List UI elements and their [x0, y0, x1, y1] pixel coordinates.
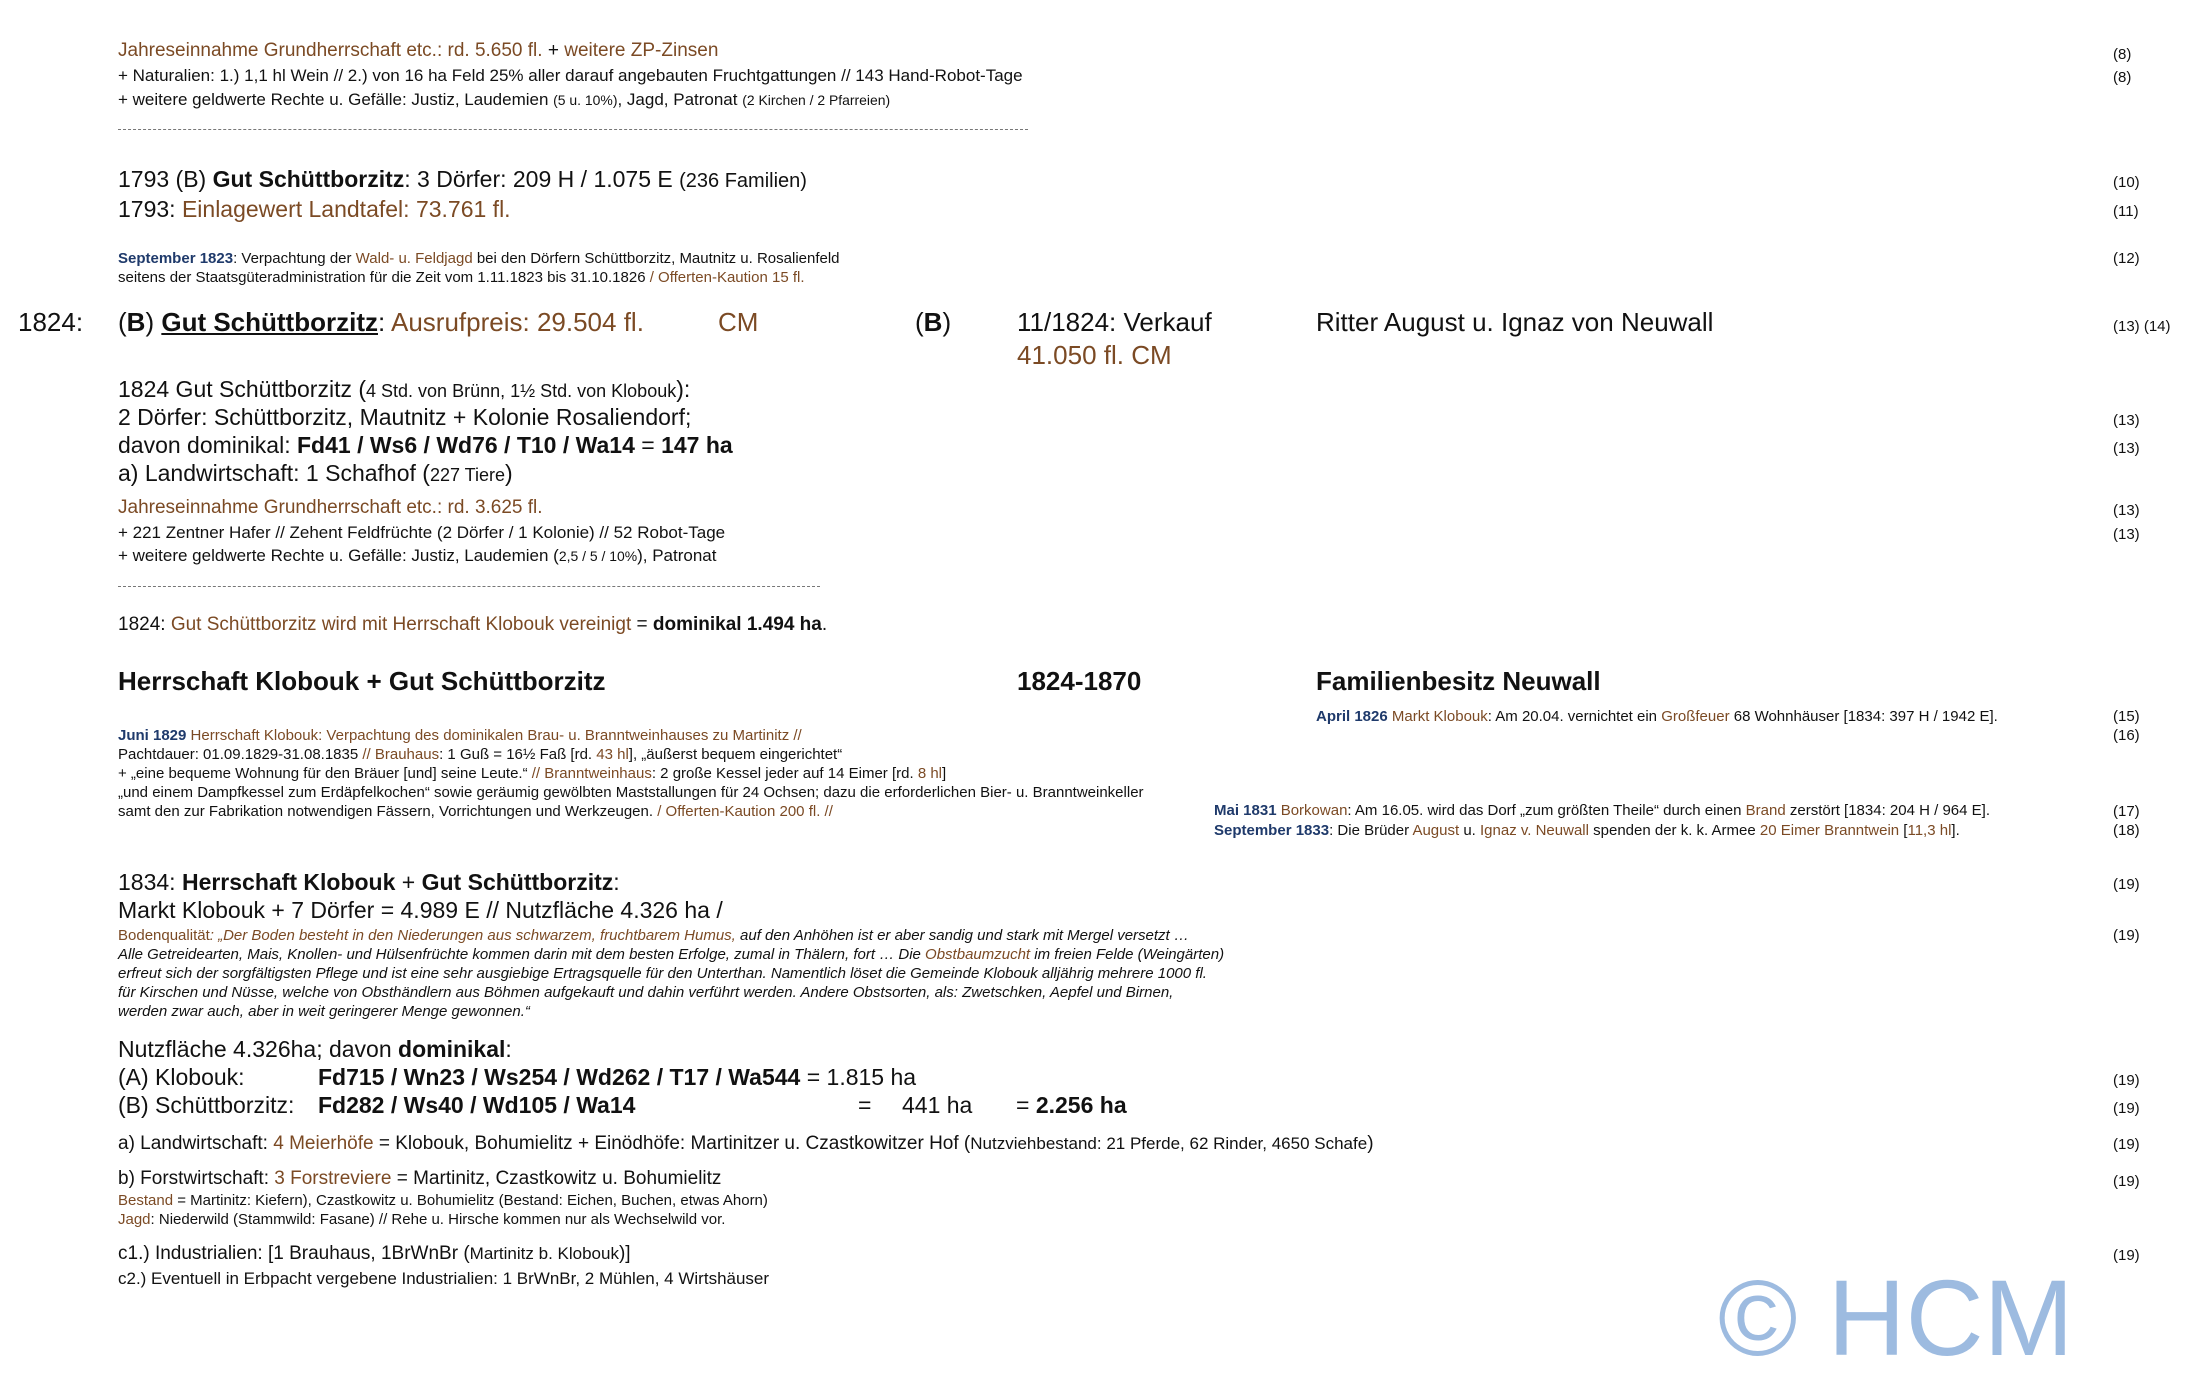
rechte-kirchen: (2 Kirchen / 2 Pfarreien) — [742, 92, 891, 108]
rechte-1824-patronat: ), Patronat — [637, 546, 717, 565]
income-text: Jahreseinnahme Grundherrschaft etc.: rd. 5.650 fl. — [118, 40, 548, 61]
ref-19-f: (19) — [2113, 1173, 2140, 1190]
staatsgueter-line — [118, 269, 805, 286]
jagd-text: : Niederwild (Stammwild: Fasane) // Rehe u. Hirsche kommen nur als Wechselwild vor. — [150, 1211, 726, 1228]
bequem: ], „äußerst bequem eingerichtet“ — [628, 746, 843, 763]
ref-17: (17) — [2113, 803, 2140, 820]
markt-klobouk: Markt Klobouk — [1387, 708, 1488, 725]
dominikal-values: Fd41 / Ws6 / Wd76 / T10 / Wa14 — [297, 432, 635, 458]
guss: : 1 Guß = 16½ Faß [rd. — [439, 746, 597, 763]
vereinigt-eq: = — [631, 614, 653, 635]
date-jun-1829: Juni 1829 — [118, 727, 187, 744]
ref-19-e: (19) — [2113, 1136, 2140, 1153]
boden-quote-1: : „Der Boden besteht in den Niederungen aus schwarzem, fruchtbarem Humus, — [209, 927, 741, 944]
borkowan: Borkowan — [1276, 802, 1348, 819]
grossfeuer: Großfeuer — [1661, 708, 1730, 725]
industrialien-1 — [118, 1243, 631, 1265]
jagd-1823-line — [118, 250, 840, 267]
ref-13-a: (13) — [2113, 412, 2140, 429]
gut-name-1824: Gut Schüttborzitz — [161, 307, 378, 337]
ausrufpreis: Ausrufpreis: 29.504 fl. — [391, 307, 644, 337]
forstreviere: 3 Forstreviere — [274, 1168, 392, 1189]
year-1834: 1834: — [118, 869, 182, 895]
schuett-total: 441 ha — [902, 1092, 973, 1118]
schuett-label: (B) Schüttborzitz: — [118, 1092, 295, 1118]
divider-2 — [118, 586, 820, 587]
hl-43: 43 hl — [596, 746, 629, 763]
divider-1 — [118, 129, 1028, 130]
ref-13-d: (13) — [2113, 526, 2140, 543]
pachtdauer-line — [118, 746, 842, 763]
ref-10: (10) — [2113, 174, 2140, 191]
august: August — [1412, 822, 1460, 839]
zp-zinsen: weitere ZP-Zinsen — [558, 40, 719, 61]
colon-3: : — [505, 1036, 512, 1062]
vereinigt-total: dominikal 1.494 ha — [652, 614, 822, 635]
boden-quote-2b: im freien Felde (Weingärten) — [1030, 946, 1225, 963]
letter-b-2: B — [923, 307, 943, 337]
ref-12: (12) — [2113, 250, 2140, 267]
wohnung-line — [118, 765, 946, 782]
landwirtschaft-1824 — [118, 460, 513, 486]
klobouk-total: = 1.815 ha — [800, 1064, 917, 1090]
doerfer-jagd: bei den Dörfern Schüttborzitz, Mautnitz u. Rosalienfeld — [472, 250, 840, 267]
rechte-percent: (5 u. 10%) — [553, 92, 618, 108]
vereinigt-line — [118, 614, 827, 636]
paren-open: ( — [118, 307, 127, 337]
lw-close: ) — [1367, 1133, 1374, 1154]
sep-1833-line — [1214, 822, 1960, 839]
year-1793-b: 1793: — [118, 196, 182, 222]
lw-text: = Klobouk, Bohumielitz + Einödhöfe: Martinitzer u. Czastkowitzer Hof ( — [373, 1133, 971, 1154]
bestand-label: Bestand — [118, 1192, 174, 1209]
mai-1831-line — [1214, 802, 1990, 819]
boden-line-3: erfreut sich der sorgfältigsten Pflege und ist eine sehr ausgiebige Ertragsquelle für den Unterthan. Namentlich löset die Gemeinde Klobouk alljährig mehrere 1000 fl. — [118, 965, 1207, 982]
year-1824: 1824: — [18, 307, 84, 337]
doerfer-1824: 2 Dörfer: Schüttborzitz, Mautnitz + Kolonie Rosaliendorf; — [118, 404, 692, 430]
mai-text: : Am 16.05. wird das Dorf „zum größten Theile“ durch einen — [1347, 802, 1746, 819]
spenden: spenden der k. k. Armee — [1588, 822, 1760, 839]
boden-quote-2: Alle Getreidearten, Mais, Knollen- und Hülsenfrüchte kommen darin mit dem besten Erfolge, zumal in Thälern, fort … Die — [118, 946, 926, 963]
letter-b: B — [126, 307, 146, 337]
colon: : — [377, 307, 391, 337]
bodenqualitaet-label: Bodenqualität — [118, 927, 210, 944]
rechte-jagd: , Jagd, Patronat — [617, 90, 743, 109]
grand-eq: = — [1016, 1092, 1036, 1118]
doerfer-1793: : 3 Dörfer: 209 H / 1.075 E — [404, 166, 680, 192]
forstwirtschaft-line — [118, 1168, 721, 1190]
vereinigt-year: 1824: — [118, 614, 171, 635]
date-apr-1826: April 1826 — [1316, 708, 1388, 725]
boden-line-2 — [118, 946, 1224, 963]
gut-1824-close: ): — [676, 376, 691, 402]
equals: = — [634, 432, 662, 458]
ref-8-a: (8) — [2113, 46, 2132, 63]
bestand-text: = Martinitz: Kiefern), Czastkowitz u. Bohumielitz (Bestand: Eichen, Buchen, etwas Ahorn) — [173, 1192, 768, 1209]
april-text: : Am 20.04. vernichtet ein — [1487, 708, 1662, 725]
und: u. — [1459, 822, 1481, 839]
ref-18: (18) — [2113, 822, 2140, 839]
boden-line-4: für Kirschen und Nüsse, welche von Obsthändlern aus Böhmen aufgekauft und dahin verführt werden. Andere Obstsorten, als: Zwetschken, Aepfel und Birnen, — [118, 984, 1174, 1001]
kessel: : 2 große Kessel jeder auf 14 Eimer [rd. — [651, 765, 918, 782]
pachtdauer: Pachtdauer: 01.09.1829-31.08.1835 — [118, 746, 363, 763]
dominikal-label: davon dominikal: — [118, 432, 297, 458]
ref-19-b: (19) — [2113, 927, 2140, 944]
gut-1793-line — [118, 166, 807, 193]
ref-19-a: (19) — [2113, 876, 2140, 893]
eimer: 20 Eimer Branntwein — [1759, 822, 1900, 839]
verkauf-label: 11/1824: Verkauf — [1017, 307, 1212, 337]
dominikal-total: 147 ha — [661, 432, 733, 458]
ignaz: Ignaz v. Neuwall — [1480, 822, 1589, 839]
kaeufer: Ritter August u. Ignaz von Neuwall — [1316, 307, 1714, 337]
gut-1824-text: 1824 Gut Schüttborzitz ( — [118, 376, 367, 402]
ref-8-b: (8) — [2113, 69, 2132, 86]
brueder: : Die Brüder — [1329, 822, 1413, 839]
vereinigt-dot: . — [821, 614, 828, 635]
nutzvieh: Nutzviehbestand: 21 Pferde, 62 Rinder, 4650 Schafe — [970, 1134, 1368, 1153]
jagd-label: Jagd — [118, 1211, 151, 1228]
verkauf-preis: 41.050 fl. CM — [1017, 340, 1172, 370]
hl-11: 11,3 hl — [1907, 822, 1952, 839]
ind-label: c1.) Industrialien: [1 Brauhaus, 1BrWnBr ( — [118, 1243, 470, 1264]
industrialien-2: c2.) Eventuell in Erbpacht vergebene Industrialien: 1 BrWnBr, 2 Mühlen, 4 Wirtshäuser — [118, 1269, 770, 1288]
heading-familienbesitz: Familienbesitz Neuwall — [1316, 666, 1601, 696]
boden-quote-1b: auf den Anhöhen ist er aber sandig und stark mit Mergel versetzt … — [740, 927, 1189, 944]
boden-line-5: werden zwar auch, aber in weit geringerer Menge gewonnen.“ — [118, 1003, 530, 1020]
einlagewert: Einlagewert Landtafel: 73.761 fl. — [181, 196, 511, 222]
familien-1793: (236 Familien) — [679, 170, 807, 192]
plus-sign: + — [547, 40, 559, 61]
landwirtschaft-text: a) Landwirtschaft: 1 Schafhof ( — [118, 460, 430, 486]
rechte-line — [118, 90, 890, 110]
ind-close: )] — [618, 1243, 631, 1264]
faessern: samt den zur Fabrikation notwendigen Fässern, Vorrichtungen und Werkzeugen. — [118, 803, 658, 820]
hafer-line: + 221 Zentner Hafer // Zehent Feldfrüchte (2 Dörfer / 1 Kolonie) // 52 Robot-Tage — [118, 523, 726, 542]
vereinigt-text: Gut Schüttborzitz wird mit Herrschaft Klobouk vereinigt — [170, 614, 632, 635]
gut-1824-distance: 4 Std. von Brünn, 1½ Std. von Klobouk — [366, 381, 677, 401]
april-wohnhaeuser: 68 Wohnhäuser [1834: 397 H / 1942 E]. — [1729, 708, 1998, 725]
plus: + — [395, 869, 422, 895]
naturalien-line: + Naturalien: 1.) 1,1 hl Wein // 2.) von 16 ha Feld 25% aller darauf angebauten Fruchtgattungen // 143 Hand-Robot-Tage — [118, 66, 1023, 85]
gut-1824-line — [118, 376, 690, 402]
hcm-watermark: © HCM — [1718, 1257, 2074, 1378]
gut-name-1793: Gut Schüttborzitz — [212, 166, 405, 192]
paren-close-2: ) — [942, 307, 952, 337]
april-1826-line — [1316, 708, 1998, 725]
landwirtschaft-1834 — [118, 1133, 1374, 1155]
b-marker — [915, 308, 951, 338]
schuett-values: Fd282 / Ws40 / Wd105 / Wa14 — [318, 1092, 636, 1118]
ref-19-c: (19) — [2113, 1072, 2140, 1089]
paren-close: ) — [145, 307, 162, 337]
verpachtung: : Verpachtung der — [233, 250, 356, 267]
kaution-200: / Offerten-Kaution 200 fl. // — [657, 803, 833, 820]
date-mai-1831: Mai 1831 — [1214, 802, 1277, 819]
bracket-close: ] — [942, 765, 947, 782]
ref-13-14: (13) (14) — [2113, 318, 2171, 335]
wald-feldjagd: Wald- u. Feldjagd — [355, 250, 473, 267]
bracket-end: ]. — [1951, 822, 1960, 839]
rechte-1824-text: + weitere geldwerte Rechte u. Gefälle: Justiz, Laudemien ( — [118, 546, 559, 565]
gut-schuettborzitz: Gut Schüttborzitz — [421, 869, 614, 895]
klobouk-label: (A) Klobouk: — [118, 1064, 245, 1090]
ref-15: (15) — [2113, 708, 2140, 725]
bestand-line — [118, 1192, 768, 1209]
dominikal-1824 — [118, 432, 733, 458]
boden-line-1 — [118, 927, 1189, 944]
ref-13-c: (13) — [2113, 502, 2140, 519]
ref-19-d: (19) — [2113, 1100, 2140, 1117]
income-line-1 — [118, 40, 718, 62]
rechte-1824-percent: 2,5 / 5 / 10% — [558, 548, 638, 564]
date-sep-1833: September 1833 — [1214, 822, 1330, 839]
tiere: 227 Tiere — [429, 465, 505, 485]
herrschaft-1834-line — [118, 869, 620, 895]
gut-ausruf-line — [118, 308, 644, 338]
schuett-eq: = — [858, 1092, 872, 1118]
jagd-line — [118, 1211, 725, 1228]
juni-1829-line — [118, 727, 802, 744]
rechte-1824 — [118, 546, 716, 566]
rechte-text: + weitere geldwerte Rechte u. Gefälle: Justiz, Laudemien — [118, 90, 554, 109]
staatsgueter-text: seitens der Staatsgüteradministration für die Zeit vom 1.11.1823 bis 31.10.1826 — [118, 269, 650, 286]
fw-label: b) Forstwirtschaft: — [118, 1168, 275, 1189]
income-1824: Jahreseinnahme Grundherrschaft etc.: rd. 3.625 fl. — [118, 497, 543, 518]
heading-years: 1824-1870 — [1017, 666, 1142, 696]
lw-label: a) Landwirtschaft: — [118, 1133, 274, 1154]
klobouk-values — [318, 1064, 916, 1090]
wohnung: + „eine bequeme Wohnung für den Bräuer [und] seine Leute.“ — [118, 765, 532, 782]
branntweinhaus-label: // Branntweinhaus — [531, 765, 652, 782]
paren-open-2: ( — [915, 307, 924, 337]
nutzflaeche-text: Nutzfläche 4.326ha; davon — [118, 1036, 399, 1062]
mai-zerstoert: zerstört [1834: 204 H / 964 E]. — [1785, 802, 1990, 819]
year-1793: 1793 (B) — [118, 166, 213, 192]
ref-13-b: (13) — [2113, 440, 2140, 457]
grand-total — [1016, 1092, 1127, 1118]
kaution-15: / Offerten-Kaution 15 fl. — [649, 269, 805, 286]
herrschaft-klobouk: Herrschaft Klobouk — [181, 869, 396, 895]
verpachtung-brauhaus: Herrschaft Klobouk: Verpachtung des dominikalen Brau- u. Branntweinhauses zu Martinitz // — [186, 727, 802, 744]
colon-2: : — [613, 869, 620, 895]
fw-text: = Martinitz, Czastkowitz u. Bohumielitz — [391, 1168, 722, 1189]
grand-value: 2.256 ha — [1035, 1092, 1127, 1118]
ref-16: (16) — [2113, 727, 2140, 744]
faessern-line — [118, 803, 833, 820]
ausruf-cm: CM — [718, 307, 759, 337]
heading-herrschaft: Herrschaft Klobouk + Gut Schüttborzitz — [118, 666, 606, 696]
date-sep-1823: September 1823 — [118, 250, 234, 267]
ref-19-g: (19) — [2113, 1247, 2140, 1264]
ref-11: (11) — [2113, 203, 2139, 220]
paren-end: ) — [505, 460, 513, 486]
nutzflaeche-line — [118, 1036, 512, 1062]
brauhaus-label: // Brauhaus — [362, 746, 440, 763]
hl-8: 8 hl — [917, 765, 942, 782]
bracket-open: [ — [1899, 822, 1908, 839]
klobouk-fd: Fd715 / Wn23 / Ws254 / Wd262 / T17 / Wa544 — [318, 1064, 801, 1090]
dominikal-label-2: dominikal — [398, 1036, 506, 1062]
dampfkessel-line: „und einem Dampfkessel zum Erdäpfelkochen“ sowie geräumig gewölbten Maststallungen für 24 Ochsen; dazu die erforderlichen Bier- u. Branntweinkeller — [118, 784, 1144, 801]
einlagewert-line — [118, 196, 511, 222]
markt-klobouk-line: Markt Klobouk + 7 Dörfer = 4.989 E // Nutzfläche 4.326 ha / — [118, 897, 723, 923]
ind-location: Martinitz b. Klobouk — [469, 1244, 619, 1263]
meierhoefe: 4 Meierhöfe — [273, 1133, 374, 1154]
obstbaumzucht: Obstbaumzucht — [925, 946, 1031, 963]
brand: Brand — [1745, 802, 1786, 819]
